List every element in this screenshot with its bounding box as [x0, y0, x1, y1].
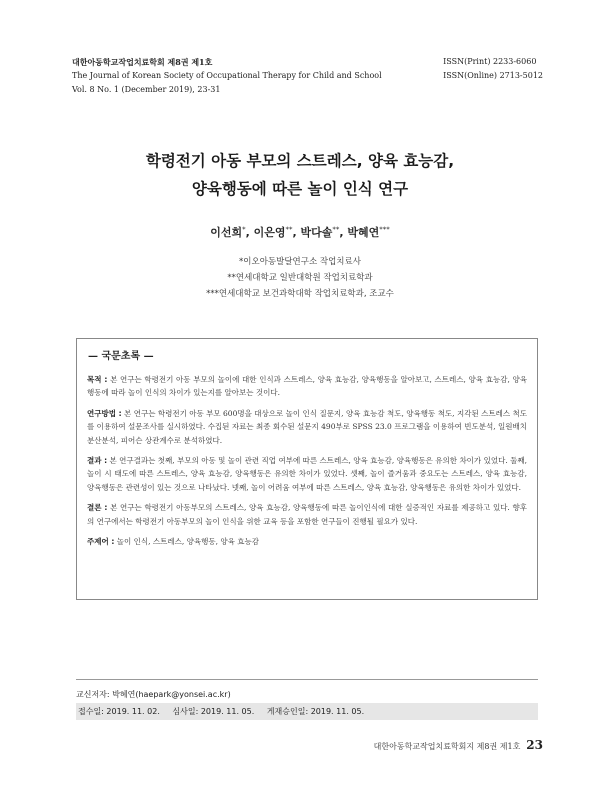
abstract-heading: — 국문초록 —	[88, 351, 154, 362]
author-mark: **	[332, 225, 340, 234]
affiliation: **연세대학교 일반대학원 작업치료학과	[227, 273, 373, 283]
abstract-body	[87, 373, 527, 555]
paper-title	[0, 147, 600, 203]
affiliations	[0, 254, 600, 302]
author-name: 이선희	[210, 226, 243, 239]
affiliation: *이오아동발달연구소 작업치료사	[239, 257, 361, 267]
author-list: 이선희*, 이은영**, 박다솔**, 박혜연***	[210, 225, 390, 239]
abstract-methods	[87, 407, 527, 447]
issn-online: ISSN(Online) 2713-5012	[443, 71, 543, 80]
abstract-keywords	[87, 535, 527, 548]
footer-journal: 대한아동학교작업치료학회지 제8권 제1호	[373, 742, 521, 751]
title-line-2: 양육행동에 따른 놀이 인식 연구	[191, 180, 409, 198]
section-text: 본 연구는 학령전기 아동 부모 600명을 대상으로 놀이 인식 질문지, 양육 효능감 척도, 양육행동 척도, 지각된 스트레스 척도를 이용하여 설문조사를 실시하였다. 수집된 자료는 최종 회수된 설문지 490부로 SPSS 23.0 프로그램을 이용하여 빈도분석, 일원배치분산분석, 피어슨 상관계수로 분석하였다.	[87, 408, 528, 445]
author-mark: *	[242, 225, 246, 234]
section-label: 결과 :	[87, 456, 108, 466]
issn-block	[443, 55, 543, 83]
author-name: 이은영	[253, 226, 286, 239]
correspondence-block	[76, 679, 538, 720]
section-text: 본 연구는 학령전기 아동부모의 스트레스, 양육 효능감, 양육행동에 따른 놀이인식에 대한 실증적인 자료를 제공하고 있다. 향후의 연구에서는 학령전기 아동부모의 놀이 인식을 위한 교육 등을 포함한 연구들이 진행될 필요가 있다.	[87, 503, 527, 526]
section-text: 본 연구는 학령전기 아동 부모의 놀이에 대한 인식과 스트레스, 양육 효능감, 양육행동을 알아보고, 스트레스, 양육 효능감, 양육행동에 따라 놀이 인식의 차이가 있는지를 알아보는 것이다.	[87, 375, 528, 398]
issn-print: ISSN(Print) 2233-6060	[443, 57, 537, 66]
journal-volume: Vol. 8 No. 1 (December 2019), 23-31	[72, 85, 221, 94]
affiliation: ***연세대학교 보건과학대학 작업치료학과, 조교수	[206, 289, 394, 299]
author-name: 박혜연	[347, 226, 380, 239]
section-text: 본 연구결과는 첫째, 부모의 아동 및 놀이 관련 직업 여부에 따른 스트레스, 양육 효능감, 양육행동은 유의한 차이가 있었다. 둘째, 놀이 시 태도에 따른 스트레스, 양육 효능감, 양육행동은 유의한 차이가 있었다. 셋째, 놀이 즐거움과 중요도는 스트레스, 양육 효능감, 양육행동은 관련성이 있는 것으로 나타났다. 넷째, 놀이 어려움 여부에 따른 스트레스, 양육 효능감, 양육행동은 유의한 차이가 있었다.	[87, 456, 527, 492]
abstract-conclusion	[87, 501, 527, 528]
journal-name-en: The Journal of Korean Society of Occupational Therapy for Child and School	[72, 71, 382, 80]
section-label: 주제어 :	[87, 537, 115, 547]
page-number: 23	[526, 738, 543, 752]
author-name: 박다솔	[300, 226, 333, 239]
submission-dates	[76, 703, 538, 720]
received-date: 접수일: 2019. 11. 02.	[78, 707, 160, 716]
abstract-box	[76, 338, 538, 600]
title-line-1: 학령전기 아동 부모의 스트레스, 양육 효능감,	[145, 152, 455, 170]
section-label: 연구방법 :	[87, 408, 122, 418]
section-label: 결론 :	[87, 503, 108, 513]
abstract-results	[87, 454, 527, 494]
accepted-date: 게재승인일: 2019. 11. 05.	[266, 707, 365, 716]
abstract-purpose	[87, 373, 527, 400]
section-text: 놀이 인식, 스트레스, 양육행동, 양육 효능감	[116, 537, 259, 547]
journal-header	[72, 55, 382, 97]
reviewed-date: 심사일: 2019. 11. 05.	[172, 707, 255, 716]
section-label: 목적 :	[87, 375, 108, 384]
author-mark: ***	[379, 225, 390, 234]
journal-name-kr: 대한아동학교작업치료학회 제8권 제1호	[72, 57, 213, 67]
author-mark: **	[285, 225, 293, 234]
corresponding-author: 교신저자: 박혜연(haepark@yonsei.ac.kr)	[76, 690, 231, 699]
page-footer	[374, 738, 543, 752]
